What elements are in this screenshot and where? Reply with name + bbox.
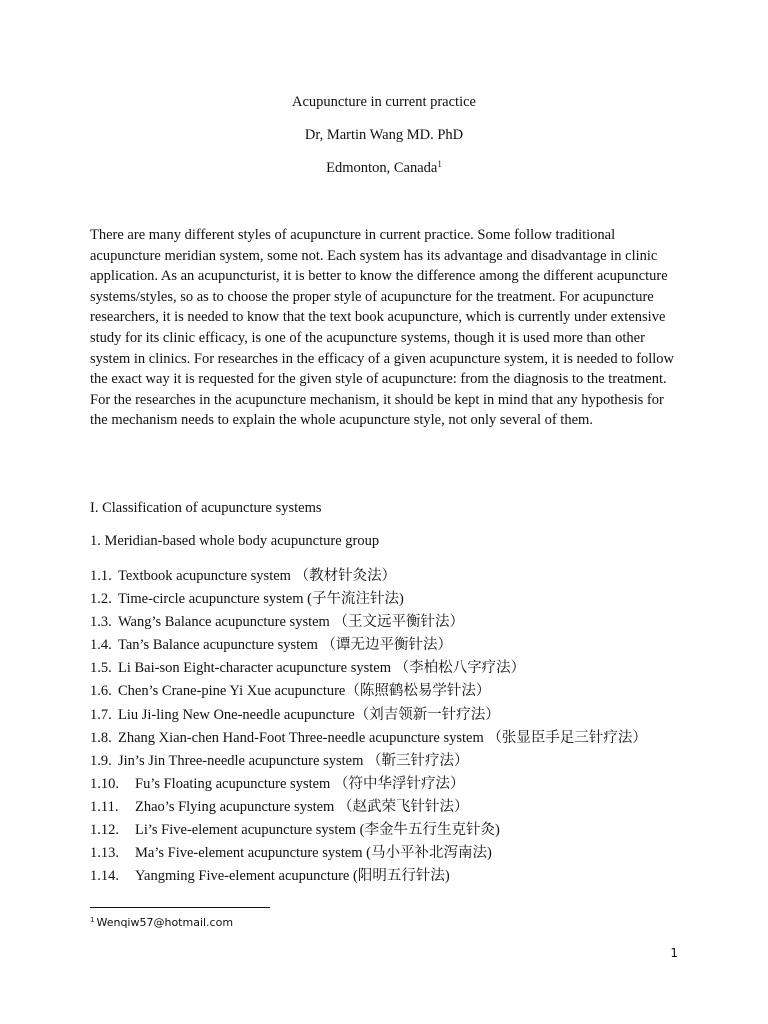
list-item-text: Zhang Xian-chen Hand-Foot Three-needle acupuncture system （张显臣手足三针疗法） xyxy=(118,729,647,746)
list-item-text: Ma’s Five-element acupuncture system (马小平补北泻南法) xyxy=(135,845,492,862)
list-item-text: Time-circle acupuncture system (子午流注针法) xyxy=(118,591,404,608)
list-item xyxy=(90,589,647,612)
list-item xyxy=(90,705,647,728)
list-item xyxy=(90,728,647,751)
section-heading: I. Classification of acupuncture systems xyxy=(90,500,322,516)
list-item-number: 1.8. xyxy=(90,729,112,746)
list-item xyxy=(90,820,647,843)
list-item xyxy=(90,843,647,866)
list-item xyxy=(90,658,647,681)
list-item xyxy=(90,751,647,774)
author-line: Dr, Martin Wang MD. PhD xyxy=(304,127,464,143)
list-item-number: 1.13. xyxy=(90,845,119,862)
list-item-text: Liu Ji-ling New One-needle acupuncture（刘吉领新一针疗法） xyxy=(118,706,500,723)
list-item-number: 1.3. xyxy=(90,614,112,631)
list-item-number: 1.6. xyxy=(90,683,112,700)
footnote-divider xyxy=(90,907,270,908)
list-item-text: Fu’s Floating acupuncture system （符中华浮针疗法） xyxy=(135,775,465,792)
footnote-ref: 1 xyxy=(437,159,442,169)
acupuncture-system-list xyxy=(90,566,647,889)
list-item-number: 1.14. xyxy=(90,868,119,885)
list-item xyxy=(90,866,647,889)
list-item xyxy=(90,612,647,635)
list-item-number: 1.10. xyxy=(90,775,119,792)
list-item-text: Tan’s Balance acupuncture system （谭无边平衡针法） xyxy=(118,637,453,654)
list-item xyxy=(90,681,647,704)
list-item xyxy=(90,774,647,797)
list-item-text: Yangming Five-element acupuncture (阳明五行针法) xyxy=(135,868,450,885)
list-item xyxy=(90,566,647,589)
subsection-heading: 1. Meridian-based whole body acupuncture group xyxy=(90,533,380,549)
list-item-text: Li’s Five-element acupuncture system (李金牛五行生克针灸) xyxy=(135,822,500,839)
list-item-text: Zhao’s Flying acupuncture system （赵武荣飞针针法） xyxy=(135,798,469,815)
list-item-number: 1.12. xyxy=(90,822,119,839)
list-item-number: 1.7. xyxy=(90,706,112,723)
list-item xyxy=(90,635,647,658)
page-number: 1 xyxy=(670,946,678,960)
list-item xyxy=(90,797,647,820)
location-line xyxy=(0,158,768,179)
list-item-number: 1.1. xyxy=(90,568,112,584)
location-text: Edmonton, Canada xyxy=(326,160,438,176)
footnote-marker: 1 xyxy=(90,916,95,924)
list-item-number: 1.4. xyxy=(90,637,112,654)
list-item-number: 1.9. xyxy=(90,752,112,769)
list-item-number: 1.2. xyxy=(90,591,112,608)
list-item-text: Chen’s Crane-pine Yi Xue acupuncture（陈照鹤松易学针法） xyxy=(118,683,491,700)
list-item-number: 1.11. xyxy=(90,798,119,815)
footnote xyxy=(90,913,233,934)
document-title: Acupuncture in current practice xyxy=(292,94,476,110)
list-item-text: Li Bai-son Eight-character acupuncture system （李柏松八字疗法） xyxy=(118,660,526,677)
list-item-text: Jin’s Jin Three-needle acupuncture system （靳三针疗法） xyxy=(118,752,469,769)
list-item-text: Textbook acupuncture system （教材针灸法） xyxy=(118,568,397,584)
list-item-number: 1.5. xyxy=(90,660,112,677)
footnote-email[interactable]: Wenqiw57@hotmail.com xyxy=(96,916,234,929)
list-item-text: Wang’s Balance acupuncture system （王文远平衡针法） xyxy=(118,614,464,631)
abstract-paragraph: There are many different styles of acupuncture in current practice. Some follow traditional acupuncture meridian system, some not. Each system has its advantage and disadvantage in clinic application. As an acupuncturist, it is better to know the difference among the different acupuncture systems/styles, so as to choose the proper style of acupuncture for the treatment. For acupuncture researchers, it is needed to know that the text book acupuncture, which is currently under extensive study for its clinic efficacy, is one of the acupuncture systems, though it is used more than other system in clinics. For researches in the efficacy of a given acupuncture system, it is needed to follow the exact way it is requested for the given style of acupuncture: from the diagnosis to the treatment. For the researches in the acupuncture mechanism, it should be kept in mind that any hypothesis for the mechanism needs to explain the whole acupuncture style, not only several of them. xyxy=(90,227,674,429)
